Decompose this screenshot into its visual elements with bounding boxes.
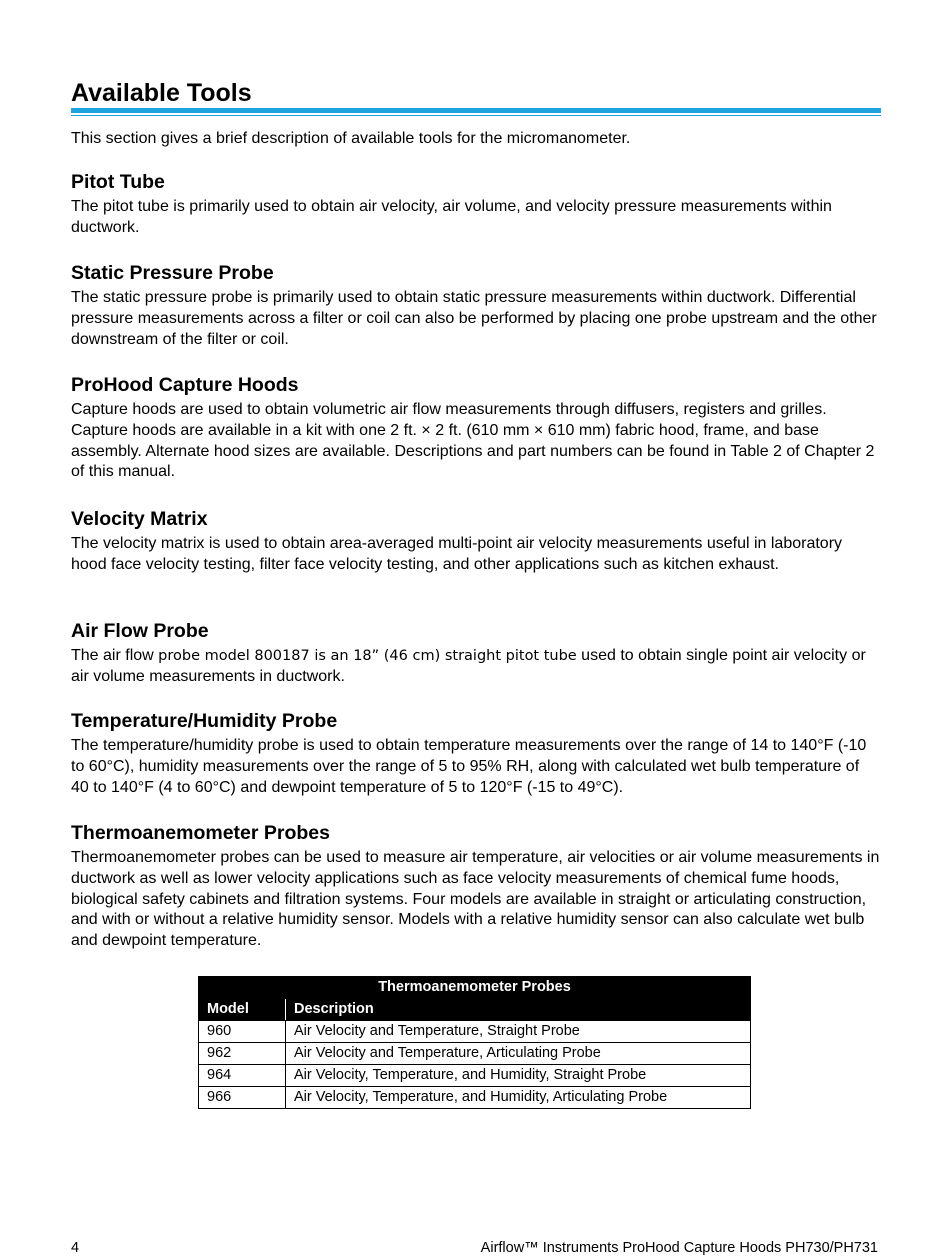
table-row [199,1043,751,1065]
section-pitot-tube [71,170,881,239]
intro-paragraph: This section gives a brief description of available tools for the micromanometer. [71,130,631,147]
section-body: The velocity matrix is used to obtain area-averaged multi-point air velocity measurements useful in laboratory hood face velocity testing, filter face velocity testing, and other applications such as kitchen exhaust. [71,535,843,573]
title-rule-thin [71,115,881,116]
section-body: The temperature/humidity probe is used to obtain temperature measurements over the range of 14 to 140°F (-10 to 60°C), humidity measurements over the range of 5 to 95% RH, along with calculated wet bulb temperature of 40 to 140°F (4 to 60°C) and dewpoint temperature of 5 to 120°F (-15 to 49°C). [71,737,867,796]
section-prohood-capture-hoods [71,373,881,483]
section-body [71,646,881,688]
footer-page-number: 4 [71,1240,80,1256]
body-text-part: The air flow [71,647,159,664]
description-cell: Air Velocity and Temperature, Straight Probe [286,1021,751,1043]
table-title: Thermoanemometer Probes [199,977,751,999]
table-row [199,1021,751,1043]
section-body: Thermoanemometer probes can be used to measure air temperature, air velocities or air volume measurements in ductwork as well as lower velocity applications such as face velocity measurements of chemical fume hoods, biological safety cabinets and filtration systems. Four models are available in straight or articulating construction, and with or without a relative humidity sensor. Models with a relative humidity sensor can also calculate wet bulb and dewpoint temperature. [71,849,880,950]
section-heading: Velocity Matrix [71,508,208,530]
section-body: Capture hoods are used to obtain volumetric air flow measurements through diffusers, registers and grilles. Capture hoods are available in a kit with one 2 ft. × 2 ft. (610 mm × 610 mm) fabric hood, frame, and base assembly. Alternate hood sizes are available. Descriptions and part numbers can be found in Table 2 of Chapter 2 of this manual. [71,401,875,481]
table-title-row [199,977,751,999]
page-title: Available Tools [71,79,252,107]
body-text-part: probe model 800187 is an 18” (46 cm) straight pitot tube [158,648,577,664]
section-body: The pitot tube is primarily used to obtain air velocity, air volume, and velocity pressure measurements within ductwork. [71,198,832,236]
thermoanemometer-probes-table [198,976,751,1109]
title-rule-thick [71,108,881,113]
section-air-flow-probe [71,619,881,688]
section-heading: ProHood Capture Hoods [71,374,299,396]
table-row [199,1087,751,1109]
section-velocity-matrix [71,507,881,576]
footer-document-title: Airflow™ Instruments ProHood Capture Hoods PH730/PH731 [480,1240,878,1256]
description-cell: Air Velocity, Temperature, and Humidity, Straight Probe [286,1065,751,1087]
section-heading: Thermoanemometer Probes [71,822,330,844]
model-cell: 966 [199,1087,286,1109]
section-heading: Temperature/Humidity Probe [71,710,338,732]
table-header-row [199,999,751,1021]
description-cell: Air Velocity, Temperature, and Humidity, Articulating Probe [286,1087,751,1109]
section-thermoanemometer-probes [71,821,881,952]
section-temperature-humidity-probe [71,709,881,798]
model-cell: 964 [199,1065,286,1087]
table-row [199,1065,751,1087]
section-heading: Static Pressure Probe [71,262,274,284]
body-text-part: used to obtain single point air velocity or air volume measurements in ductwork. [71,647,866,685]
section-static-pressure-probe [71,261,881,350]
model-cell: 960 [199,1021,286,1043]
section-heading: Pitot Tube [71,171,165,193]
model-cell: 962 [199,1043,286,1065]
column-header-description: Description [286,999,751,1021]
section-body: The static pressure probe is primarily used to obtain static pressure measurements within ductwork. Differential pressure measurements across a filter or coil can also be performed by placing one probe upstream and the other downstream of the filter or coil. [71,289,877,348]
column-header-model: Model [199,999,286,1021]
section-heading: Air Flow Probe [71,620,209,642]
description-cell: Air Velocity and Temperature, Articulating Probe [286,1043,751,1065]
